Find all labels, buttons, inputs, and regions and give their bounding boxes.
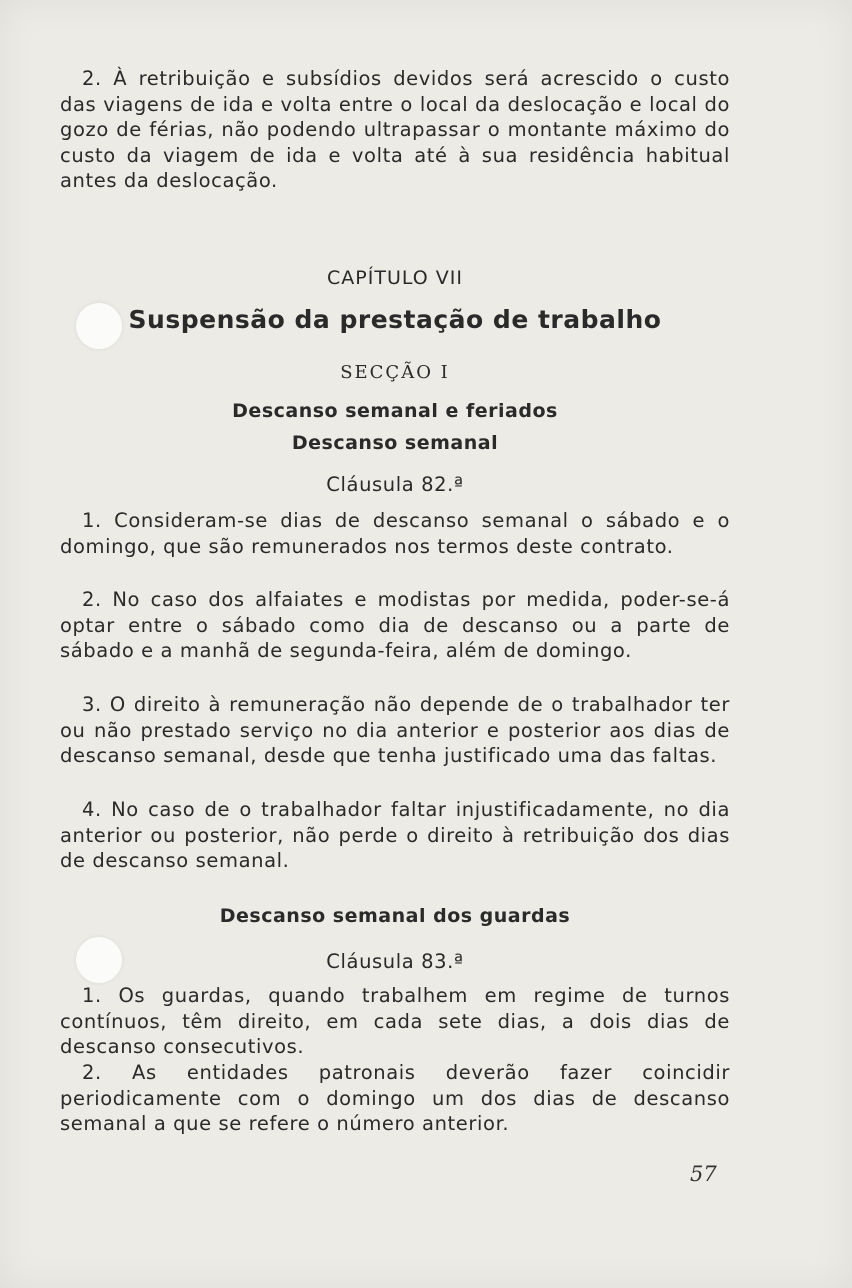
chapter-title: Suspensão da prestação de trabalho: [128, 305, 662, 334]
clause-83-paragraph-1: 1. Os guardas, quando trabalhem em regime de turnos contínuos, têm direito, em cada sete dias, a dois dias de descanso consecutivos.: [60, 984, 730, 1058]
intro-paragraph: [60, 66, 730, 194]
subsection-title-2: Descanso semanal dos guardas: [219, 905, 571, 927]
clause-83-heading: Cláusula 83.ª: [326, 950, 464, 973]
section-title: Descanso semanal e feriados: [232, 400, 558, 422]
subsection-title-1: Descanso semanal: [291, 432, 499, 454]
clause-82-paragraph-4: 4. No caso de o trabalhador faltar injustificadamente, no dia anterior ou posterior, não perde o direito à retribuição dos dias de descanso semanal.: [60, 798, 730, 872]
clause-83-paragraph-2: 2. As entidades patronais deverão fazer coincidir periodicamente com o domingo um dos dias de descanso semanal a que se refere o número anterior.: [60, 1061, 730, 1135]
page-number: 57: [690, 1162, 717, 1186]
clause-82-paragraph-3: 3. O direito à remuneração não depende de o trabalhador ter ou não prestado serviço no dia anterior e posterior aos dias de descanso semanal, desde que tenha justificado uma das faltas.: [60, 693, 730, 767]
clause-82-heading: Cláusula 82.ª: [326, 473, 464, 496]
intro-text: 2. À retribuição e subsídios devidos será acrescido o custo das viagens de ida e volta entre o local da deslocação e local do gozo de férias, não podendo ultrapassar o montante máximo do custo da viagem de ida e volta até à sua residência habitual antes da deslocação.: [60, 67, 730, 192]
section-label: SECÇÃO I: [340, 362, 450, 383]
chapter-label: CAPÍTULO VII: [327, 267, 463, 289]
clause-82-paragraph-1: 1. Consideram-se dias de descanso semanal o sábado e o domingo, que são remunerados nos termos deste contrato.: [60, 509, 730, 558]
clause-82-paragraph-2: 2. No caso dos alfaiates e modistas por medida, poder-se-á optar entre o sábado como dia de descanso ou a parte de sábado e a manhã de segunda-feira, além de domingo.: [60, 588, 730, 662]
